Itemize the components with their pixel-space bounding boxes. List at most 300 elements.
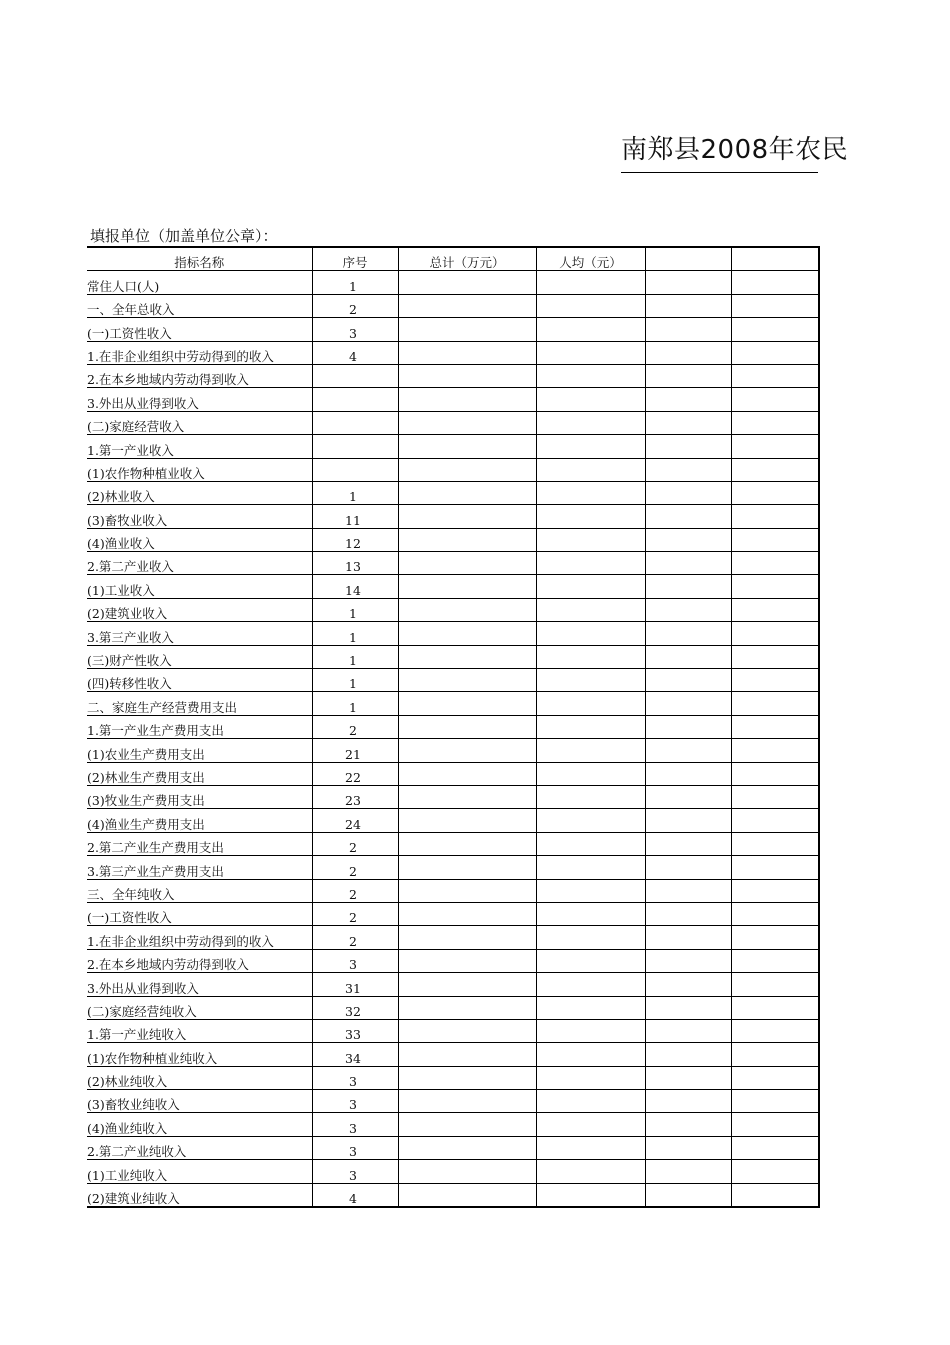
indicator-name-cell [87,785,312,808]
extra-cell-1[interactable] [645,1043,731,1066]
extra-cell-2[interactable] [731,856,819,879]
total-cell[interactable] [398,271,536,294]
indicator-name: (1)农作物种植业收入 [87,465,205,481]
indicator-name-cell [87,949,312,972]
indicator-name: (2)建筑业纯收入 [87,1191,180,1207]
seq-cell: 3 [312,949,398,972]
extra-cell-2[interactable] [731,505,819,528]
indicator-name-cell [87,832,312,855]
seq-cell: 1 [312,669,398,692]
per-capita-cell[interactable] [536,739,645,762]
total-cell[interactable] [398,785,536,808]
extra-cell-2[interactable] [731,388,819,411]
total-cell[interactable] [398,435,536,458]
extra-cell-2[interactable] [731,832,819,855]
extra-cell-2[interactable] [731,902,819,925]
per-capita-cell[interactable] [536,692,645,715]
table-row [87,411,819,434]
indicator-name: (二)家庭经营收入 [87,419,185,435]
indicator-name: (3)畜牧业收入 [87,512,168,528]
extra-cell-2[interactable] [731,458,819,481]
extra-cell-2[interactable] [731,692,819,715]
seq-cell: 1 [312,598,398,621]
per-capita-cell[interactable] [536,271,645,294]
indicator-name-cell [87,1019,312,1042]
extra-cell-1[interactable] [645,1090,731,1113]
total-cell[interactable] [398,715,536,738]
total-cell[interactable] [398,411,536,434]
per-capita-cell[interactable] [536,902,645,925]
extra-cell-1[interactable] [645,341,731,364]
total-cell[interactable] [398,645,536,668]
per-capita-cell[interactable] [536,762,645,785]
indicator-name-cell [87,271,312,294]
seq-cell: 11 [312,505,398,528]
total-cell[interactable] [398,996,536,1019]
seq-cell: 3 [312,1066,398,1089]
total-cell[interactable] [398,669,536,692]
total-cell[interactable] [398,458,536,481]
extra-cell-1[interactable] [645,739,731,762]
total-cell[interactable] [398,1113,536,1136]
extra-cell-2[interactable] [731,762,819,785]
seq-cell: 22 [312,762,398,785]
extra-cell-1[interactable] [645,1136,731,1159]
indicator-name-cell [87,435,312,458]
indicator-name: 1.第一产业生产费用支出 [87,723,224,739]
total-cell[interactable] [398,809,536,832]
table-row [87,692,819,715]
indicator-name: 1.在非企业组织中劳动得到的收入 [87,933,274,949]
indicator-name: (二)家庭经营纯收入 [87,1003,197,1019]
table-row [87,458,819,481]
extra-cell-1[interactable] [645,715,731,738]
per-capita-cell[interactable] [536,879,645,902]
seq-cell: 31 [312,973,398,996]
seq-cell: 2 [312,856,398,879]
table-row [87,318,819,341]
indicator-name-cell [87,902,312,925]
per-capita-cell[interactable] [536,1160,645,1183]
per-capita-cell[interactable] [536,973,645,996]
indicator-name-cell [87,388,312,411]
extra-cell-2[interactable] [731,598,819,621]
extra-cell-2[interactable] [731,879,819,902]
extra-cell-1[interactable] [645,552,731,575]
extra-cell-2[interactable] [731,341,819,364]
seq-cell: 3 [312,318,398,341]
extra-cell-2[interactable] [731,1113,819,1136]
indicator-name-cell [87,1136,312,1159]
seq-cell: 2 [312,902,398,925]
table-row [87,1160,819,1183]
seq-cell: 3 [312,1136,398,1159]
seq-cell: 1 [312,645,398,668]
per-capita-cell[interactable] [536,364,645,387]
table-row [87,949,819,972]
extra-cell-2[interactable] [731,318,819,341]
per-capita-cell[interactable] [536,528,645,551]
table-row [87,505,819,528]
seq-cell: 33 [312,1019,398,1042]
extra-cell-1[interactable] [645,1019,731,1042]
indicator-name: (2)林业纯收入 [87,1074,168,1090]
per-capita-cell[interactable] [536,505,645,528]
seq-cell: 1 [312,622,398,645]
extra-cell-1[interactable] [645,856,731,879]
indicator-name: (三)财产性收入 [87,653,172,669]
indicator-name: 1.第一产业收入 [87,442,174,458]
indicator-name-cell [87,552,312,575]
total-cell[interactable] [398,879,536,902]
per-capita-cell[interactable] [536,1183,645,1207]
extra-cell-1[interactable] [645,809,731,832]
seq-cell: 23 [312,785,398,808]
extra-cell-1[interactable] [645,505,731,528]
per-capita-cell[interactable] [536,1019,645,1042]
seq-cell: 12 [312,528,398,551]
total-cell[interactable] [398,294,536,317]
seq-cell: 4 [312,1183,398,1207]
seq-cell: 24 [312,809,398,832]
indicator-name-cell [87,1066,312,1089]
per-capita-cell[interactable] [536,435,645,458]
total-cell[interactable] [398,622,536,645]
extra-cell-2[interactable] [731,1160,819,1183]
extra-cell-1[interactable] [645,645,731,668]
per-capita-cell[interactable] [536,832,645,855]
extra-cell-1[interactable] [645,411,731,434]
total-cell[interactable] [398,388,536,411]
extra-cell-2[interactable] [731,1019,819,1042]
per-capita-cell[interactable] [536,645,645,668]
table-row [87,996,819,1019]
per-capita-cell[interactable] [536,341,645,364]
table-row [87,552,819,575]
indicator-name: (3)畜牧业纯收入 [87,1097,180,1113]
extra-cell-2[interactable] [731,1136,819,1159]
total-cell[interactable] [398,832,536,855]
extra-cell-2[interactable] [731,481,819,504]
indicator-name: (2)林业收入 [87,489,155,505]
income-table [87,246,820,1208]
indicator-name-cell [87,458,312,481]
extra-cell-1[interactable] [645,528,731,551]
indicator-name: (2)建筑业收入 [87,606,168,622]
per-capita-cell[interactable] [536,411,645,434]
per-capita-cell[interactable] [536,1090,645,1113]
per-capita-cell[interactable] [536,715,645,738]
per-capita-cell[interactable] [536,481,645,504]
indicator-name-cell [87,739,312,762]
extra-cell-1[interactable] [645,879,731,902]
table-body [87,271,819,1207]
indicator-name: 2.第二产业生产费用支出 [87,840,224,856]
seq-cell: 1 [312,692,398,715]
extra-cell-1[interactable] [645,973,731,996]
indicator-name-cell [87,1183,312,1207]
per-capita-cell[interactable] [536,575,645,598]
indicator-name: 3.外出从业得到收入 [87,395,199,411]
extra-cell-1[interactable] [645,271,731,294]
extra-cell-2[interactable] [731,715,819,738]
indicator-name-cell [87,1113,312,1136]
indicator-name-cell [87,692,312,715]
extra-cell-1[interactable] [645,388,731,411]
table-row [87,341,819,364]
total-cell[interactable] [398,318,536,341]
indicator-name-cell [87,926,312,949]
table-row [87,879,819,902]
extra-cell-2[interactable] [731,996,819,1019]
per-capita-cell[interactable] [536,949,645,972]
total-cell[interactable] [398,552,536,575]
extra-cell-1[interactable] [645,575,731,598]
indicator-name: 一、全年总收入 [87,302,175,318]
extra-cell-1[interactable] [645,435,731,458]
indicator-name: 3.第三产业生产费用支出 [87,863,224,879]
extra-cell-2[interactable] [731,411,819,434]
seq-cell [312,364,398,387]
extra-cell-1[interactable] [645,1113,731,1136]
extra-cell-1[interactable] [645,598,731,621]
total-cell[interactable] [398,1066,536,1089]
seq-cell: 2 [312,879,398,902]
seq-cell: 2 [312,294,398,317]
indicator-name: 2.在本乡地域内劳动得到收入 [87,957,249,973]
seq-cell: 2 [312,926,398,949]
extra-cell-1[interactable] [645,832,731,855]
seq-cell [312,411,398,434]
total-cell[interactable] [398,902,536,925]
total-cell[interactable] [398,949,536,972]
per-capita-cell[interactable] [536,1043,645,1066]
extra-cell-1[interactable] [645,1066,731,1089]
per-capita-cell[interactable] [536,856,645,879]
seq-cell: 2 [312,832,398,855]
indicator-name: 3.第三产业收入 [87,629,174,645]
seq-cell [312,388,398,411]
table-row [87,645,819,668]
extra-cell-1[interactable] [645,949,731,972]
extra-cell-2[interactable] [731,575,819,598]
indicator-name-cell [87,809,312,832]
indicator-name-cell [87,645,312,668]
extra-cell-2[interactable] [731,1090,819,1113]
indicator-name: (4)渔业收入 [87,536,155,552]
total-cell[interactable] [398,1043,536,1066]
extra-cell-2[interactable] [731,435,819,458]
per-capita-cell[interactable] [536,294,645,317]
extra-cell-2[interactable] [731,552,819,575]
per-capita-cell[interactable] [536,318,645,341]
table-row [87,902,819,925]
table-row [87,973,819,996]
total-cell[interactable] [398,1090,536,1113]
extra-cell-1[interactable] [645,481,731,504]
indicator-name-cell [87,1090,312,1113]
table-row [87,669,819,692]
extra-cell-1[interactable] [645,622,731,645]
indicator-name-cell [87,879,312,902]
extra-cell-2[interactable] [731,1183,819,1207]
indicator-name-cell [87,669,312,692]
header-extra-2 [731,247,819,271]
table-row [87,271,819,294]
per-capita-cell[interactable] [536,996,645,1019]
per-capita-cell[interactable] [536,1136,645,1159]
table-row [87,856,819,879]
per-capita-cell[interactable] [536,1066,645,1089]
total-cell[interactable] [398,481,536,504]
page-title: 南郑县2008年农民 [621,132,818,173]
indicator-name: 常住人口(人) [87,278,160,294]
indicator-name-cell [87,341,312,364]
total-cell[interactable] [398,973,536,996]
table-row [87,739,819,762]
total-cell[interactable] [398,575,536,598]
indicator-name-cell [87,528,312,551]
indicator-name-cell [87,364,312,387]
total-cell[interactable] [398,1183,536,1207]
table-row [87,528,819,551]
per-capita-cell[interactable] [536,458,645,481]
total-cell[interactable] [398,856,536,879]
per-capita-cell[interactable] [536,622,645,645]
indicator-name-cell [87,481,312,504]
total-cell[interactable] [398,762,536,785]
total-cell[interactable] [398,1019,536,1042]
table-row [87,926,819,949]
per-capita-cell[interactable] [536,552,645,575]
indicator-name-cell [87,575,312,598]
header-indicator-name: 指标名称 [87,247,312,271]
total-cell[interactable] [398,341,536,364]
indicator-name: 2.第二产业纯收入 [87,1144,187,1160]
table-row [87,1113,819,1136]
table-row [87,1066,819,1089]
extra-cell-1[interactable] [645,669,731,692]
indicator-name-cell [87,996,312,1019]
per-capita-cell[interactable] [536,598,645,621]
table-row [87,364,819,387]
extra-cell-2[interactable] [731,1043,819,1066]
extra-cell-1[interactable] [645,1160,731,1183]
extra-cell-1[interactable] [645,926,731,949]
indicator-name: 2.在本乡地域内劳动得到收入 [87,372,249,388]
seq-cell [312,435,398,458]
per-capita-cell[interactable] [536,785,645,808]
extra-cell-2[interactable] [731,973,819,996]
extra-cell-1[interactable] [645,458,731,481]
extra-cell-2[interactable] [731,645,819,668]
extra-cell-2[interactable] [731,528,819,551]
indicator-name-cell [87,294,312,317]
seq-cell [312,458,398,481]
table-row [87,294,819,317]
per-capita-cell[interactable] [536,1113,645,1136]
extra-cell-2[interactable] [731,1066,819,1089]
extra-cell-1[interactable] [645,692,731,715]
indicator-name: (1)工业纯收入 [87,1167,168,1183]
table-row [87,832,819,855]
indicator-name-cell [87,973,312,996]
table-row [87,388,819,411]
seq-cell: 2 [312,715,398,738]
total-cell[interactable] [398,364,536,387]
seq-cell: 1 [312,271,398,294]
total-cell[interactable] [398,505,536,528]
per-capita-cell[interactable] [536,926,645,949]
seq-cell: 21 [312,739,398,762]
extra-cell-1[interactable] [645,1183,731,1207]
extra-cell-1[interactable] [645,364,731,387]
indicator-name-cell [87,715,312,738]
extra-cell-2[interactable] [731,809,819,832]
table-row [87,435,819,458]
header-seq: 序号 [312,247,398,271]
indicator-name: (一)工资性收入 [87,325,172,341]
extra-cell-2[interactable] [731,926,819,949]
indicator-name: (3)牧业生产费用支出 [87,793,205,809]
indicator-name: (2)林业生产费用支出 [87,769,205,785]
indicator-name: 2.第二产业收入 [87,559,174,575]
total-cell[interactable] [398,1160,536,1183]
extra-cell-2[interactable] [731,364,819,387]
extra-cell-2[interactable] [731,294,819,317]
total-cell[interactable] [398,598,536,621]
extra-cell-2[interactable] [731,271,819,294]
per-capita-cell[interactable] [536,809,645,832]
total-cell[interactable] [398,739,536,762]
total-cell[interactable] [398,528,536,551]
header-per-capita: 人均（元） [536,247,645,271]
extra-cell-1[interactable] [645,785,731,808]
table-row [87,575,819,598]
extra-cell-2[interactable] [731,669,819,692]
table-row [87,1043,819,1066]
indicator-name: 1.第一产业纯收入 [87,1027,187,1043]
extra-cell-1[interactable] [645,294,731,317]
total-cell[interactable] [398,926,536,949]
per-capita-cell[interactable] [536,388,645,411]
extra-cell-2[interactable] [731,739,819,762]
extra-cell-2[interactable] [731,622,819,645]
indicator-name: (一)工资性收入 [87,910,172,926]
table-row [87,481,819,504]
header-extra-1 [645,247,731,271]
indicator-name: (1)工业收入 [87,582,155,598]
per-capita-cell[interactable] [536,669,645,692]
extra-cell-1[interactable] [645,902,731,925]
extra-cell-1[interactable] [645,996,731,1019]
total-cell[interactable] [398,692,536,715]
table-row [87,1183,819,1207]
total-cell[interactable] [398,1136,536,1159]
seq-cell: 14 [312,575,398,598]
reporting-unit-label: 填报单位（加盖单位公章）： [90,227,278,245]
table-row [87,598,819,621]
extra-cell-2[interactable] [731,785,819,808]
indicator-name: (1)农作物种植业纯收入 [87,1050,218,1066]
table-header-row [87,247,819,271]
table-row [87,1090,819,1113]
indicator-name: (1)农业生产费用支出 [87,746,205,762]
extra-cell-2[interactable] [731,949,819,972]
extra-cell-1[interactable] [645,318,731,341]
indicator-name: (4)渔业纯收入 [87,1120,168,1136]
extra-cell-1[interactable] [645,762,731,785]
